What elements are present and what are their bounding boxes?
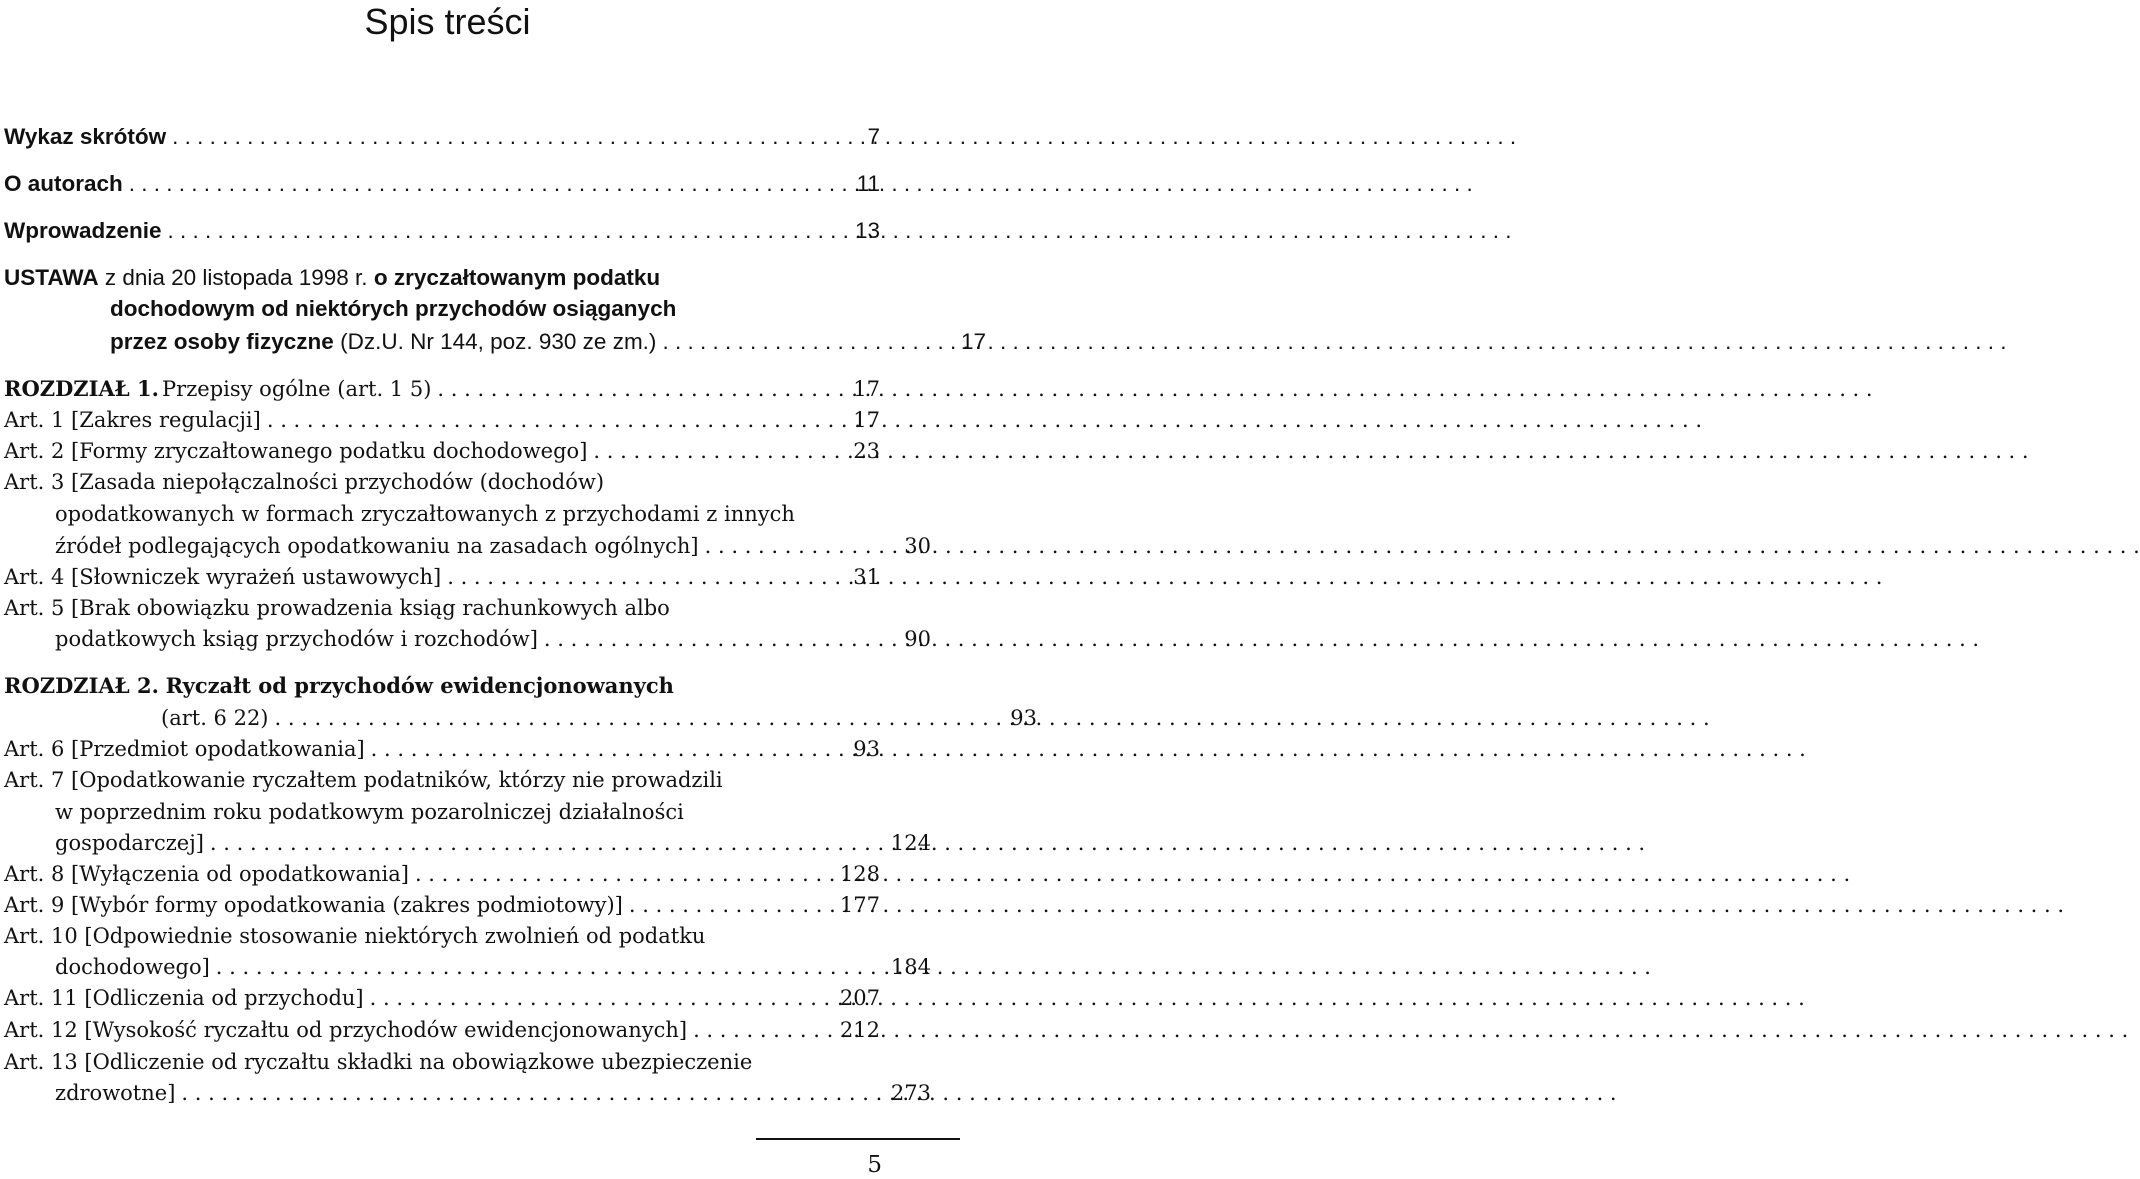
footer-rule bbox=[756, 1138, 960, 1140]
toc-entry-art-2[interactable] bbox=[4, 436, 880, 466]
dot-leader bbox=[656, 327, 922, 357]
ustawa-date: z dnia 20 listopada 1998 r. bbox=[104, 265, 368, 290]
ustawa-title-line2: dochodowym od niektórych przychodów osiąganych bbox=[110, 296, 677, 321]
toc-entry-title: O autorach bbox=[4, 171, 123, 196]
toc-ustawa-line1 bbox=[4, 263, 880, 293]
dot-leader bbox=[269, 703, 974, 733]
chapter-title: Przepisy ogólne (art. 1 5) bbox=[162, 377, 432, 401]
toc-entry-art-12[interactable] bbox=[4, 1015, 880, 1045]
chapter-label: ROZDZIAŁ 1. bbox=[4, 376, 159, 401]
toc-entry-art-10[interactable] bbox=[4, 952, 931, 982]
article-title-line2: dochodowego] bbox=[55, 955, 210, 979]
dot-leader bbox=[365, 734, 816, 764]
article-title: Art. 11 [Odliczenia od przychodu] bbox=[4, 986, 364, 1010]
article-title-line2: zdrowotne] bbox=[55, 1081, 176, 1105]
toc-art-5-line1 bbox=[4, 593, 880, 623]
toc-ustawa-line2 bbox=[4, 294, 986, 324]
toc-page-number: 90 bbox=[904, 627, 931, 651]
toc-page-number: 17 bbox=[960, 329, 986, 354]
dot-leader bbox=[687, 1015, 816, 1045]
chapter-label: ROZDZIAŁ 2. bbox=[4, 673, 159, 698]
toc-entry-art-9[interactable] bbox=[4, 890, 880, 920]
toc-page-number: 23 bbox=[853, 439, 880, 463]
toc-page-number: 128 bbox=[839, 862, 880, 886]
ustawa-title-line3: przez osoby fizyczne bbox=[110, 329, 334, 354]
article-title-line2: podatkowych ksiąg przychodów i rozchodów] bbox=[55, 627, 538, 651]
dot-leader bbox=[175, 1078, 867, 1108]
toc-entry-art-13[interactable] bbox=[4, 1078, 931, 1108]
toc-page-number: 273 bbox=[890, 1081, 931, 1105]
dot-leader bbox=[261, 405, 816, 435]
dot-leader bbox=[409, 859, 816, 889]
toc-page-number: 31 bbox=[853, 565, 880, 589]
toc-page-number: 93 bbox=[853, 737, 880, 761]
toc-art-7-line1 bbox=[4, 765, 880, 795]
dot-leader bbox=[166, 122, 816, 152]
dot-leader bbox=[210, 952, 867, 982]
article-title-line3: źródeł podlegających opodatkowaniu na zasadach ogólnych] bbox=[55, 534, 699, 558]
toc-entry-rozdzial-2[interactable] bbox=[4, 703, 1037, 733]
dot-leader bbox=[538, 624, 867, 654]
toc-entry-art-8[interactable] bbox=[4, 859, 880, 889]
toc-page-number: 207 bbox=[839, 986, 880, 1010]
toc-entry-title: Wprowadzenie bbox=[4, 218, 162, 243]
article-title-line2: w poprzednim roku podatkowym pozarolniczej działalności bbox=[55, 800, 684, 824]
toc-art-10-line1 bbox=[4, 921, 880, 951]
page-number: 5 bbox=[867, 1152, 882, 1178]
article-title-line1: Art. 13 [Odliczenie od ryczałtu składki na obowiązkowe ubezpieczenie bbox=[4, 1050, 753, 1074]
toc-page-number: 11 bbox=[856, 171, 880, 196]
toc-page-number: 7 bbox=[867, 124, 880, 149]
dot-leader bbox=[162, 216, 816, 246]
toc-page-number: 17 bbox=[853, 377, 880, 401]
toc-entry-wykaz-skrotow[interactable] bbox=[4, 122, 880, 152]
article-title: Art. 1 [Zakres regulacji] bbox=[4, 408, 261, 432]
toc-entry-art-7[interactable] bbox=[4, 828, 931, 858]
toc-entry-art-11[interactable] bbox=[4, 983, 880, 1013]
toc-page-number: 13 bbox=[854, 218, 880, 243]
chapter-range: (art. 6 22) bbox=[161, 706, 269, 730]
toc-entry-art-5[interactable] bbox=[4, 624, 931, 654]
article-title: Art. 12 [Wysokość ryczałtu od przychodów ewidencjonowanych] bbox=[4, 1018, 688, 1042]
article-title: Art. 8 [Wyłączenia od opodatkowania] bbox=[4, 862, 409, 886]
dot-leader bbox=[123, 169, 816, 199]
article-title: Art. 9 [Wybór formy opodatkowania (zakres podmiotowy)] bbox=[4, 893, 623, 917]
article-title-line1: Art. 5 [Brak obowiązku prowadzenia ksiąg rachunkowych albo bbox=[4, 596, 670, 620]
toc-rozdzial-2-line1 bbox=[4, 671, 880, 701]
toc-entry-art-1[interactable] bbox=[4, 405, 880, 435]
dot-leader bbox=[431, 374, 816, 404]
toc-entry-art-6[interactable] bbox=[4, 734, 880, 764]
toc-entry-title: Wykaz skrótów bbox=[4, 124, 167, 149]
dot-leader bbox=[364, 983, 816, 1013]
toc-page-number: 177 bbox=[839, 893, 880, 917]
toc-entry-ustawa[interactable] bbox=[4, 327, 986, 357]
ustawa-lead: USTAWA bbox=[4, 265, 99, 290]
toc-entry-art-4[interactable] bbox=[4, 562, 880, 592]
article-title-line3: gospodarczej] bbox=[55, 831, 204, 855]
dot-leader bbox=[204, 828, 867, 858]
dot-leader bbox=[623, 890, 816, 920]
article-title: Art. 2 [Formy zryczałtowanego podatku dochodowego] bbox=[4, 439, 588, 463]
ustawa-source: (Dz.U. Nr 144, poz. 930 ze zm.) bbox=[340, 329, 657, 354]
toc-page-number: 30 bbox=[904, 534, 931, 558]
toc-page-number: 17 bbox=[853, 408, 880, 432]
article-title: Art. 6 [Przedmiot opodatkowania] bbox=[4, 737, 365, 761]
toc-page-number: 93 bbox=[1010, 706, 1037, 730]
article-title-line2: opodatkowanych w formach zryczałtowanych z przychodami z innych bbox=[55, 502, 795, 526]
ustawa-title-line1: o zryczałtowanym podatku bbox=[373, 265, 661, 290]
toc-art-3-line1 bbox=[4, 467, 880, 497]
toc-page-number: 184 bbox=[890, 955, 931, 979]
toc-entry-o-autorach[interactable] bbox=[4, 169, 880, 199]
dot-leader bbox=[587, 436, 816, 466]
toc-art-7-line2 bbox=[4, 797, 931, 827]
dot-leader bbox=[441, 562, 816, 592]
page-title: Spis treści bbox=[364, 1, 531, 42]
toc-entry-rozdzial-1[interactable] bbox=[4, 374, 880, 404]
toc-art-13-line1 bbox=[4, 1047, 880, 1077]
chapter-title: Ryczałt od przychodów ewidencjonowanych bbox=[165, 673, 674, 698]
article-title-line1: Art. 7 [Opodatkowanie ryczałtem podatników, którzy nie prowadzili bbox=[4, 768, 723, 792]
toc-entry-wprowadzenie[interactable] bbox=[4, 216, 880, 246]
toc-page-number: 212 bbox=[839, 1018, 880, 1042]
toc-art-3-line2 bbox=[4, 499, 931, 529]
dot-leader bbox=[699, 531, 867, 561]
article-title-line1: Art. 10 [Odpowiednie stosowanie niektórych zwolnień od podatku bbox=[4, 924, 706, 948]
toc-entry-art-3[interactable] bbox=[4, 531, 931, 561]
article-title-line1: Art. 3 [Zasada niepołączalności przychodów (dochodów) bbox=[4, 470, 605, 494]
toc-page-number: 124 bbox=[890, 831, 931, 855]
article-title: Art. 4 [Słowniczek wyrażeń ustawowych] bbox=[4, 565, 442, 589]
